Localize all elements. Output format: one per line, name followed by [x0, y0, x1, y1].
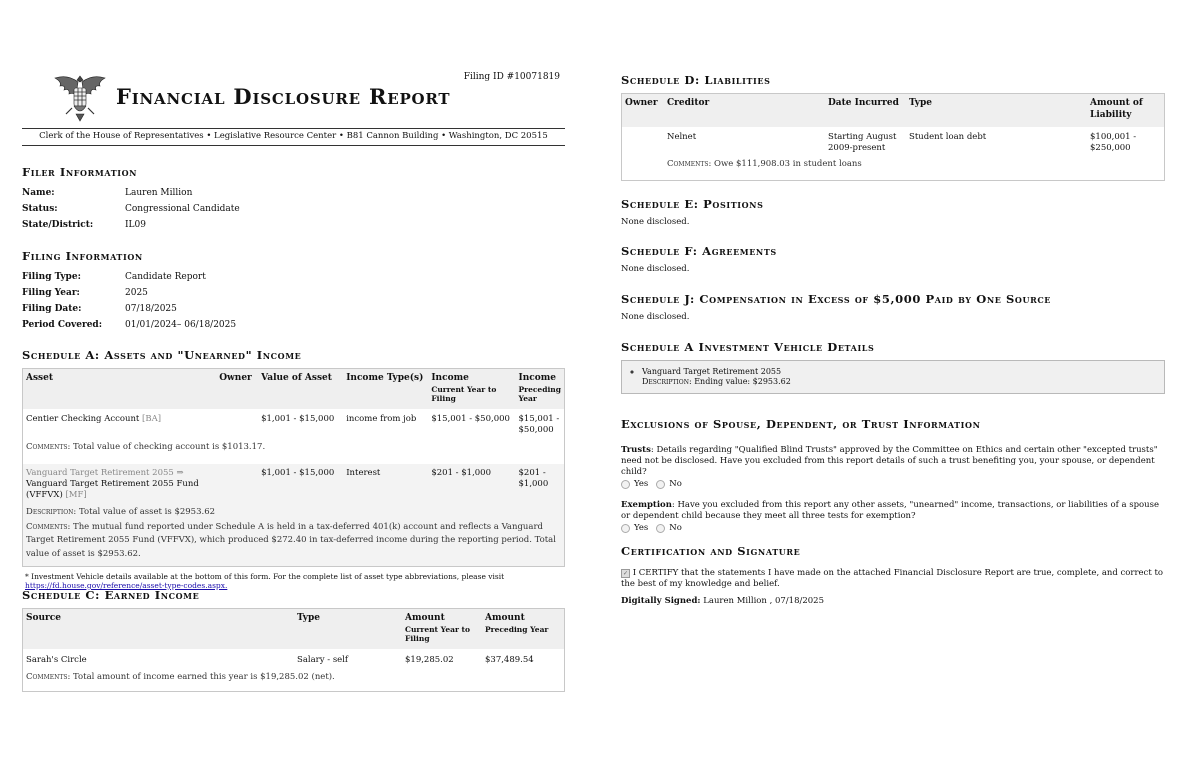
col-preceding: [482, 609, 565, 650]
filer-information-section: [22, 165, 565, 233]
certification-section: [621, 544, 1165, 606]
col-value: Value of Asset: [258, 369, 343, 410]
clerk-address: Clerk of the House of Representatives • Legislative Resource Center • B81 Cannon Building • Washington, DC 20515: [39, 131, 548, 141]
vehicle-name: ◦ Vanguard Target Retirement 2055: [642, 367, 782, 377]
info-value: Congressional Candidate: [125, 203, 240, 214]
trusts-label: Trusts: [621, 445, 651, 456]
section-heading: Schedule F: Agreements: [621, 244, 777, 258]
exemption-no-radio[interactable]: [656, 524, 665, 533]
none-disclosed: None disclosed.: [621, 264, 690, 275]
trusts-radio-group: [621, 479, 1165, 490]
vehicle-list: [630, 367, 1154, 387]
description-text: Ending value: $2953.62: [694, 377, 791, 387]
comment-cell: [23, 439, 565, 465]
table-header-row: [622, 94, 1165, 127]
asset-cell: [23, 464, 217, 503]
col-amount: Amount of Liability: [1087, 94, 1165, 127]
asset-code: [MF]: [65, 489, 87, 500]
trusts-text: : Details regarding "Qualified Blind Trusts" approved by the Committee on Ethics and certain other "excepted trusts" need not be disclosed. Have you excluded from this report details of such a trust benefiting you, your spouse, or dependent child?: [621, 445, 1158, 477]
amount-cell: $100,001 - $250,000: [1090, 131, 1137, 153]
col-creditor: Creditor: [664, 94, 825, 127]
radio-label: No: [669, 523, 682, 534]
info-row: [22, 269, 565, 285]
table-header-row: [23, 369, 565, 410]
col-income-preceding: [516, 369, 565, 410]
owner-cell: [622, 127, 665, 156]
type-cell: Student loan debt: [909, 131, 987, 142]
comment-row: [23, 669, 565, 691]
info-label: Name:: [22, 187, 55, 198]
amount-cell: $19,285.02: [405, 655, 454, 666]
comment-label: Comments:: [667, 159, 712, 170]
info-row: [22, 285, 565, 301]
exemption-label: Exemption: [621, 499, 672, 510]
asset-cell: [23, 409, 217, 438]
table-row: [23, 464, 565, 503]
owner-cell: [216, 409, 258, 438]
info-row: [22, 201, 565, 217]
section-heading: Filer Information: [22, 165, 138, 179]
info-row: [22, 301, 565, 317]
col-preceding-label: Income: [518, 373, 556, 384]
value-cell: $1,001 - $15,000: [261, 414, 335, 425]
section-heading: Schedule E: Positions: [621, 197, 764, 211]
eagle-seal-icon: [52, 68, 108, 124]
exemption-text: : Have you excluded from this report any other assets, "unearned" income, transactions, or liabilities of a spouse or dependent child because they meet all three tests for exemption?: [621, 499, 1160, 521]
radio-label: No: [669, 479, 682, 490]
asset-name: Vanguard Target Retirement 2055 Fund (VFFVX): [26, 478, 199, 500]
section-heading: Schedule A Investment Vehicle Details: [621, 340, 875, 354]
trusts-question: [621, 445, 1165, 477]
description-row: [23, 503, 565, 518]
footnote-text: * Investment Vehicle details available at the bottom of this form. For the complete list of asset type abbreviations, please visit: [25, 571, 505, 581]
income-cell: $15,001 - $50,000: [431, 414, 510, 425]
col-income-label: Income: [431, 373, 469, 384]
owner-spacer: [622, 156, 665, 180]
info-label: Filing Year:: [22, 287, 80, 298]
none-disclosed: None disclosed.: [621, 217, 690, 228]
section-heading: Exclusions of Spouse, Dependent, or Trust Information: [621, 417, 981, 431]
radio-label: Yes: [634, 523, 649, 534]
info-row: [22, 185, 565, 201]
col-type: Type: [294, 609, 402, 650]
asset-name: Centier Checking Account: [26, 414, 140, 425]
info-value: 01/01/2024– 06/18/2025: [125, 319, 237, 330]
source-cell: Sarah's Circle: [26, 655, 87, 666]
section-heading: Schedule J: Compensation in Excess of $5,000 Paid by One Source: [621, 292, 1051, 306]
table-row: [622, 127, 1165, 156]
schedule-j-section: [621, 292, 1165, 323]
digital-signature: [621, 596, 1165, 607]
section-heading: Certification and Signature: [621, 544, 801, 558]
asset-code: [BA]: [142, 414, 162, 425]
info-label: Filing Type:: [22, 271, 81, 282]
table-row: [23, 649, 565, 669]
asset-type-codes-link[interactable]: https://fd.house.gov/reference/asset-type-codes.aspx.: [25, 580, 228, 590]
schedule-f-section: [621, 244, 1165, 275]
creditor-cell: Nelnet: [667, 131, 697, 142]
certification-text: I CERTIFY that the statements I have made on the attached Financial Disclosure Report are true, complete, and correct to the best of my knowledge and belief.: [621, 568, 1163, 589]
comment-row: [622, 156, 1165, 180]
col-preceding-label: Amount: [485, 613, 525, 624]
col-income-current: [428, 369, 515, 410]
left-column: [22, 0, 565, 682]
preceding-cell: $15,001 - $50,000: [518, 414, 560, 435]
schedule-d-section: [621, 73, 1165, 181]
exemption-radio-group: [621, 523, 1165, 534]
col-amount: [402, 609, 482, 650]
col-source: Source: [23, 609, 295, 650]
exemption-yes-radio[interactable]: [621, 524, 630, 533]
col-asset: Asset: [23, 369, 217, 410]
schedule-a-table: [22, 368, 565, 566]
comment-label: Comments:: [26, 672, 71, 682]
trusts-no-radio[interactable]: [656, 480, 665, 489]
radio-label: Yes: [634, 479, 649, 490]
report-header: [22, 0, 565, 150]
asset-parent: Vanguard Target Retirement 2055 ⇒: [26, 468, 184, 479]
list-item: [642, 367, 1154, 387]
col-owner: Owner: [622, 94, 665, 127]
exclusions-section: [621, 417, 1165, 534]
comment-text: The mutual fund reported under Schedule A is held in a tax-deferred 401(k) account and reflects a Vanguard Target Retirement 2055 Fund (VFFVX), which produced $272.40 in tax-deferred income during the reporting period. Total value of asset is $2953.62.: [26, 521, 556, 559]
preceding-cell: $37,489.54: [485, 655, 534, 666]
info-value: Lauren Million: [125, 187, 193, 198]
info-label: Filing Date:: [22, 303, 82, 314]
investment-vehicle-section: [621, 340, 1165, 394]
certification-statement: [621, 568, 1165, 589]
comment-text: Owe $111,908.03 in student loans: [714, 159, 862, 170]
schedule-e-section: [621, 197, 1165, 228]
comment-cell: [23, 669, 565, 691]
schedule-c-table: [22, 608, 565, 691]
description-label: Description:: [26, 507, 77, 518]
comment-cell: [23, 518, 565, 566]
info-value: 2025: [125, 287, 148, 298]
col-date: Date Incurred: [825, 94, 906, 127]
vehicle-description: [642, 377, 1154, 387]
schedule-d-table: [621, 93, 1165, 180]
section-heading: Schedule C: Earned Income: [22, 588, 200, 602]
certify-checkbox[interactable]: ✓: [622, 570, 629, 578]
info-label: Period Covered:: [22, 319, 103, 330]
description-text: Total value of asset is $2953.62: [78, 507, 216, 518]
comment-text: Total amount of income earned this year is $19,285.02 (net).: [73, 672, 335, 682]
col-preceding-sub: Preceding Year: [485, 624, 549, 634]
section-heading: Schedule A: Assets and "Unearned" Income: [22, 348, 302, 362]
description-label: Description:: [642, 377, 692, 387]
comment-cell: [664, 156, 1165, 180]
col-amount-sub: Current Year to Filing: [405, 624, 470, 643]
table-header-row: [23, 609, 565, 650]
info-value: Candidate Report: [125, 271, 206, 282]
owner-cell: [216, 464, 258, 503]
description-cell: [23, 503, 565, 518]
table-row: [23, 409, 565, 438]
info-label: Status:: [22, 203, 58, 214]
signature-value: Lauren Million , 07/18/2025: [703, 595, 824, 606]
schedule-c-section: [22, 588, 565, 692]
info-row: [22, 217, 565, 233]
info-value: 07/18/2025: [125, 303, 177, 314]
comment-row: [23, 518, 565, 566]
col-income-types: Income Type(s): [343, 369, 428, 410]
info-row: [22, 317, 565, 333]
report-title: Financial Disclosure Report: [116, 84, 451, 109]
trusts-yes-radio[interactable]: [621, 480, 630, 489]
income-cell: $201 - $1,000: [428, 464, 515, 503]
comment-row: [23, 439, 565, 465]
section-heading: Filing Information: [22, 249, 143, 263]
filing-id: Filing ID #10071819: [463, 72, 560, 82]
type-cell: Salary - self: [297, 655, 349, 666]
comment-label: Comments:: [26, 441, 71, 452]
types-cell: income from job: [346, 414, 417, 425]
schedule-a-section: [22, 348, 565, 590]
comment-label: Comments:: [26, 521, 71, 532]
signature-label: Digitally Signed:: [621, 595, 701, 606]
col-amount-label: Amount: [405, 613, 445, 624]
filing-information-section: [22, 249, 565, 333]
col-type: Type: [906, 94, 1087, 127]
preceding-cell: $201 - $1,000: [516, 464, 565, 503]
exemption-question: [621, 500, 1165, 521]
types-cell: Interest: [343, 464, 428, 503]
date-cell: Starting August 2009-present: [828, 131, 897, 153]
col-preceding-sub: Preceding Year: [518, 384, 561, 403]
info-label: State/District:: [22, 219, 94, 230]
info-value: IL09: [125, 219, 146, 230]
col-owner: Owner: [216, 369, 258, 410]
value-cell: $1,001 - $15,000: [258, 464, 343, 503]
col-income-sub: Current Year to Filing: [431, 384, 497, 403]
section-heading: Schedule D: Liabilities: [621, 73, 771, 87]
none-disclosed: None disclosed.: [621, 312, 690, 323]
comment-text: Total value of checking account is $1013.17.: [73, 441, 266, 452]
investment-vehicle-box: [621, 360, 1165, 394]
